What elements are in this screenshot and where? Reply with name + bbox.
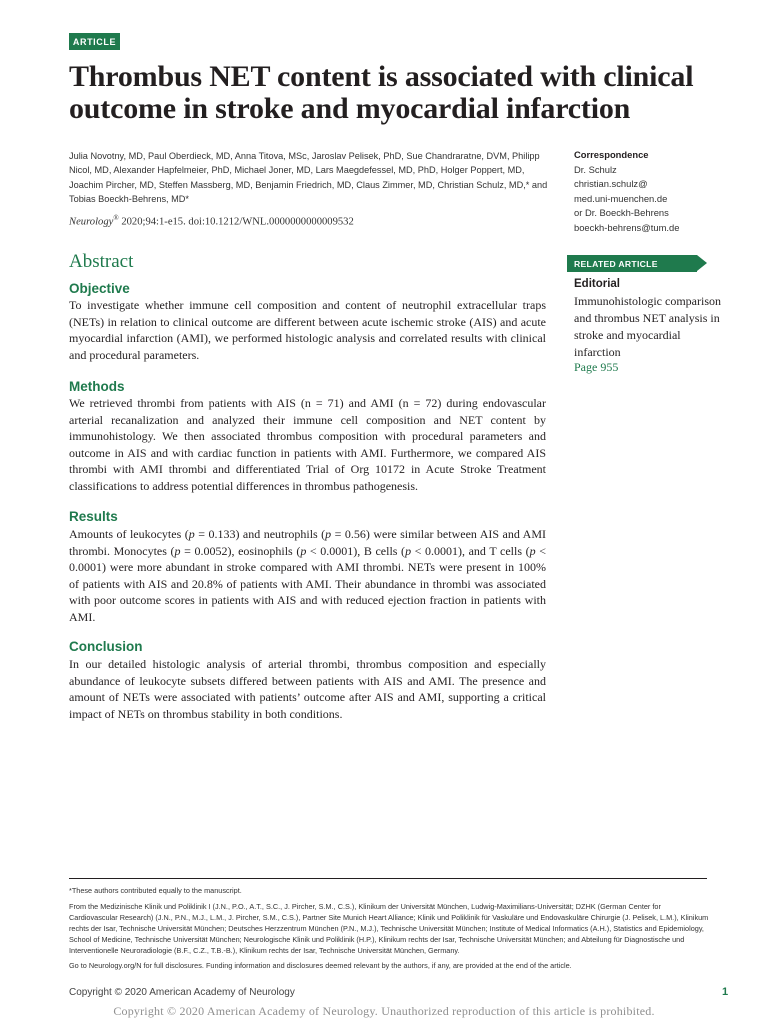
correspondence-heading: Correspondence — [574, 149, 649, 160]
footnote-divider — [69, 878, 707, 879]
results-segment: Amounts of leukocytes ( — [69, 527, 189, 541]
banner-arrow-icon — [697, 255, 707, 271]
editorial-heading: Editorial — [574, 278, 621, 290]
equal-contribution-note: *These authors contributed equally to the manuscript. — [69, 886, 242, 895]
p-value-symbol: p — [188, 527, 195, 541]
correspondence-email-link[interactable]: christian.schulz@ — [574, 178, 648, 189]
results-text — [69, 526, 546, 626]
results-segment: < 0.0001), B cells ( — [306, 543, 406, 558]
copyright-notice: Copyright © 2020 American Academy of Neurology — [69, 987, 295, 998]
p-value-symbol: p — [405, 543, 412, 558]
correspondence-block — [574, 148, 724, 235]
editorial-page-link[interactable]: Page 955 — [574, 360, 619, 374]
citation-line — [69, 214, 549, 228]
conclusion-heading: Conclusion — [69, 639, 143, 654]
conclusion-text: In our detailed histologic analysis of arterial thrombi, thrombus composition and especially abundance of leukocyte subsets differed between patients with AIS and AMI. The presence and amount of NETs were associated with patients’ outcome after AIS and AMI, supporting a critical impact of NETs on thrombus stability in both conditions. — [69, 657, 546, 721]
correspondence-line: or Dr. Boeckh-Behrens — [574, 207, 669, 218]
copyright-watermark: Copyright © 2020 American Academy of Neurology. Unauthorized reproduction of this article is prohibited. — [113, 1004, 655, 1018]
citation-details: 2020;94:1-e15. doi:10.1212/WNL.0000000000009532 — [118, 216, 354, 228]
page-number: 1 — [722, 986, 729, 998]
p-value-symbol: p — [529, 543, 536, 558]
results-segment: < 0.0001), and T cells ( — [411, 543, 530, 558]
methods-text: We retrieved thrombi from patients with AIS (n = 71) and AMI (n = 72) during endovascular arterial recanalization and analyzed their immune cell composition and NET content by immunohistology. We then associated thrombus composition with procedural parameters and outcome in AIS and with cardiac function in patients with AMI. Furthermore, we compared AIS thrombi with AMI thrombi and differentiated Trial of Org 10172 in Acute Stroke Treatment classifications to address potential differences in thrombus pathogenesis. — [69, 396, 546, 493]
disclosures-note: Go to Neurology.org/N for full disclosures. Funding information and disclosures deemed relevant by the authors, if any, are provided at the end of the article. — [69, 961, 572, 970]
objective-heading: Objective — [69, 281, 130, 296]
p-value-symbol: p — [300, 543, 307, 558]
p-value-symbol: p — [174, 543, 181, 558]
results-segment: = 0.133) and neutrophils ( — [194, 527, 326, 541]
editorial-title: Immunohistologic comparison and thrombus NET analysis in stroke and myocardial infarction — [574, 294, 721, 359]
methods-heading: Methods — [69, 379, 125, 394]
correspondence-email-link[interactable]: med.uni-muenchen.de — [574, 192, 668, 204]
results-segment: = 0.56) were similar between AIS and AMI thrombi. Monocytes ( — [69, 527, 546, 558]
registered-mark: ® — [113, 214, 119, 222]
author-list: Julia Novotny, MD, Paul Oberdieck, MD, Anna Titova, MSc, Jaroslav Pelisek, PhD, Sue Chandraratne, DVM, Philipp Nicol, MD, Alexander Hapfelmeier, PhD, Michael Joner, MD, Lars Maegdefessel, MD, PhD, Holger Poppert, MD, Joachim Pircher, MD, Steffen Massberg, MD, Benjamin Friedrich, MD, Claus Zimmer, MD, Christian Schulz, MD,* and Tobias Boeckh-Behrens, MD* — [69, 151, 548, 205]
abstract-heading: Abstract — [69, 251, 134, 272]
correspondence-email-link[interactable]: boeckh-behrens@tum.de — [574, 221, 680, 233]
objective-text: To investigate whether immune cell composition and content of neutrophil extracellular traps (NETs) in relation to clinical outcome are different between acute ischemic stroke (AIS) and acute myocardial infarction (AMI), we performed histologic analysis and correlated results with clinical and procedural parameters. — [69, 298, 546, 362]
results-heading: Results — [69, 509, 118, 524]
results-segment: < 0.0001) were more abundant in stroke compared with AMI thrombi. NETs were present in 100% of patients with AIS and 20.8% of patients with AMI. Their abundance in thrombi was associated with poor outcome scores in patients with AIS and with reduced ejection fraction in patients with AMI. — [69, 543, 546, 624]
affiliations-note: From the Medizinische Klinik und Poliklinik I (J.N., P.O., A.T., S.C., J. Pircher, S.M., C.S.), Klinikum der Universität München, Ludwig-Maximilians-Universität; DZHK (German Center for Cardiovascular Research) (J.N., P.N., M.J., L.M., J. Pircher, S.M., C.S.), Partner Site Munich Heart Alliance; Klinik und Poliklinik für Vaskuläre und Endovaskuläre Chirurgie (J. Pelisek, L.M.), Klinikum rechts der Isar, Technische Universität München; Deutsches Herzzentrum München (P.N., M.J.), Technische Universität München; Institute of Medical Informatics (A.H.), Statistics and Epidemiology, School of Medicine, Technische Universität München; Neurologische Klinik und Poliklinik (H.P.), Klinikum rechts der Isar, Technische Universität München; and Abteilung für Diagnostische und Interventionelle Neuroradiologie (B.F., C.Z., T.B.-B.), Klinikum rechts der Isar, Technische Universität München, Germany. — [69, 902, 709, 955]
journal-name: Neurology — [69, 216, 114, 228]
results-segment: = 0.0052), eosinophils ( — [180, 543, 301, 558]
correspondence-line: Dr. Schulz — [574, 163, 617, 175]
article-title: Thrombus NET content is associated with clinical outcome in stroke and myocardial infarction — [69, 60, 694, 125]
related-article-banner: RELATED ARTICLE — [567, 255, 697, 272]
article-type-badge: ARTICLE — [69, 33, 120, 50]
p-value-symbol: p — [325, 527, 332, 541]
